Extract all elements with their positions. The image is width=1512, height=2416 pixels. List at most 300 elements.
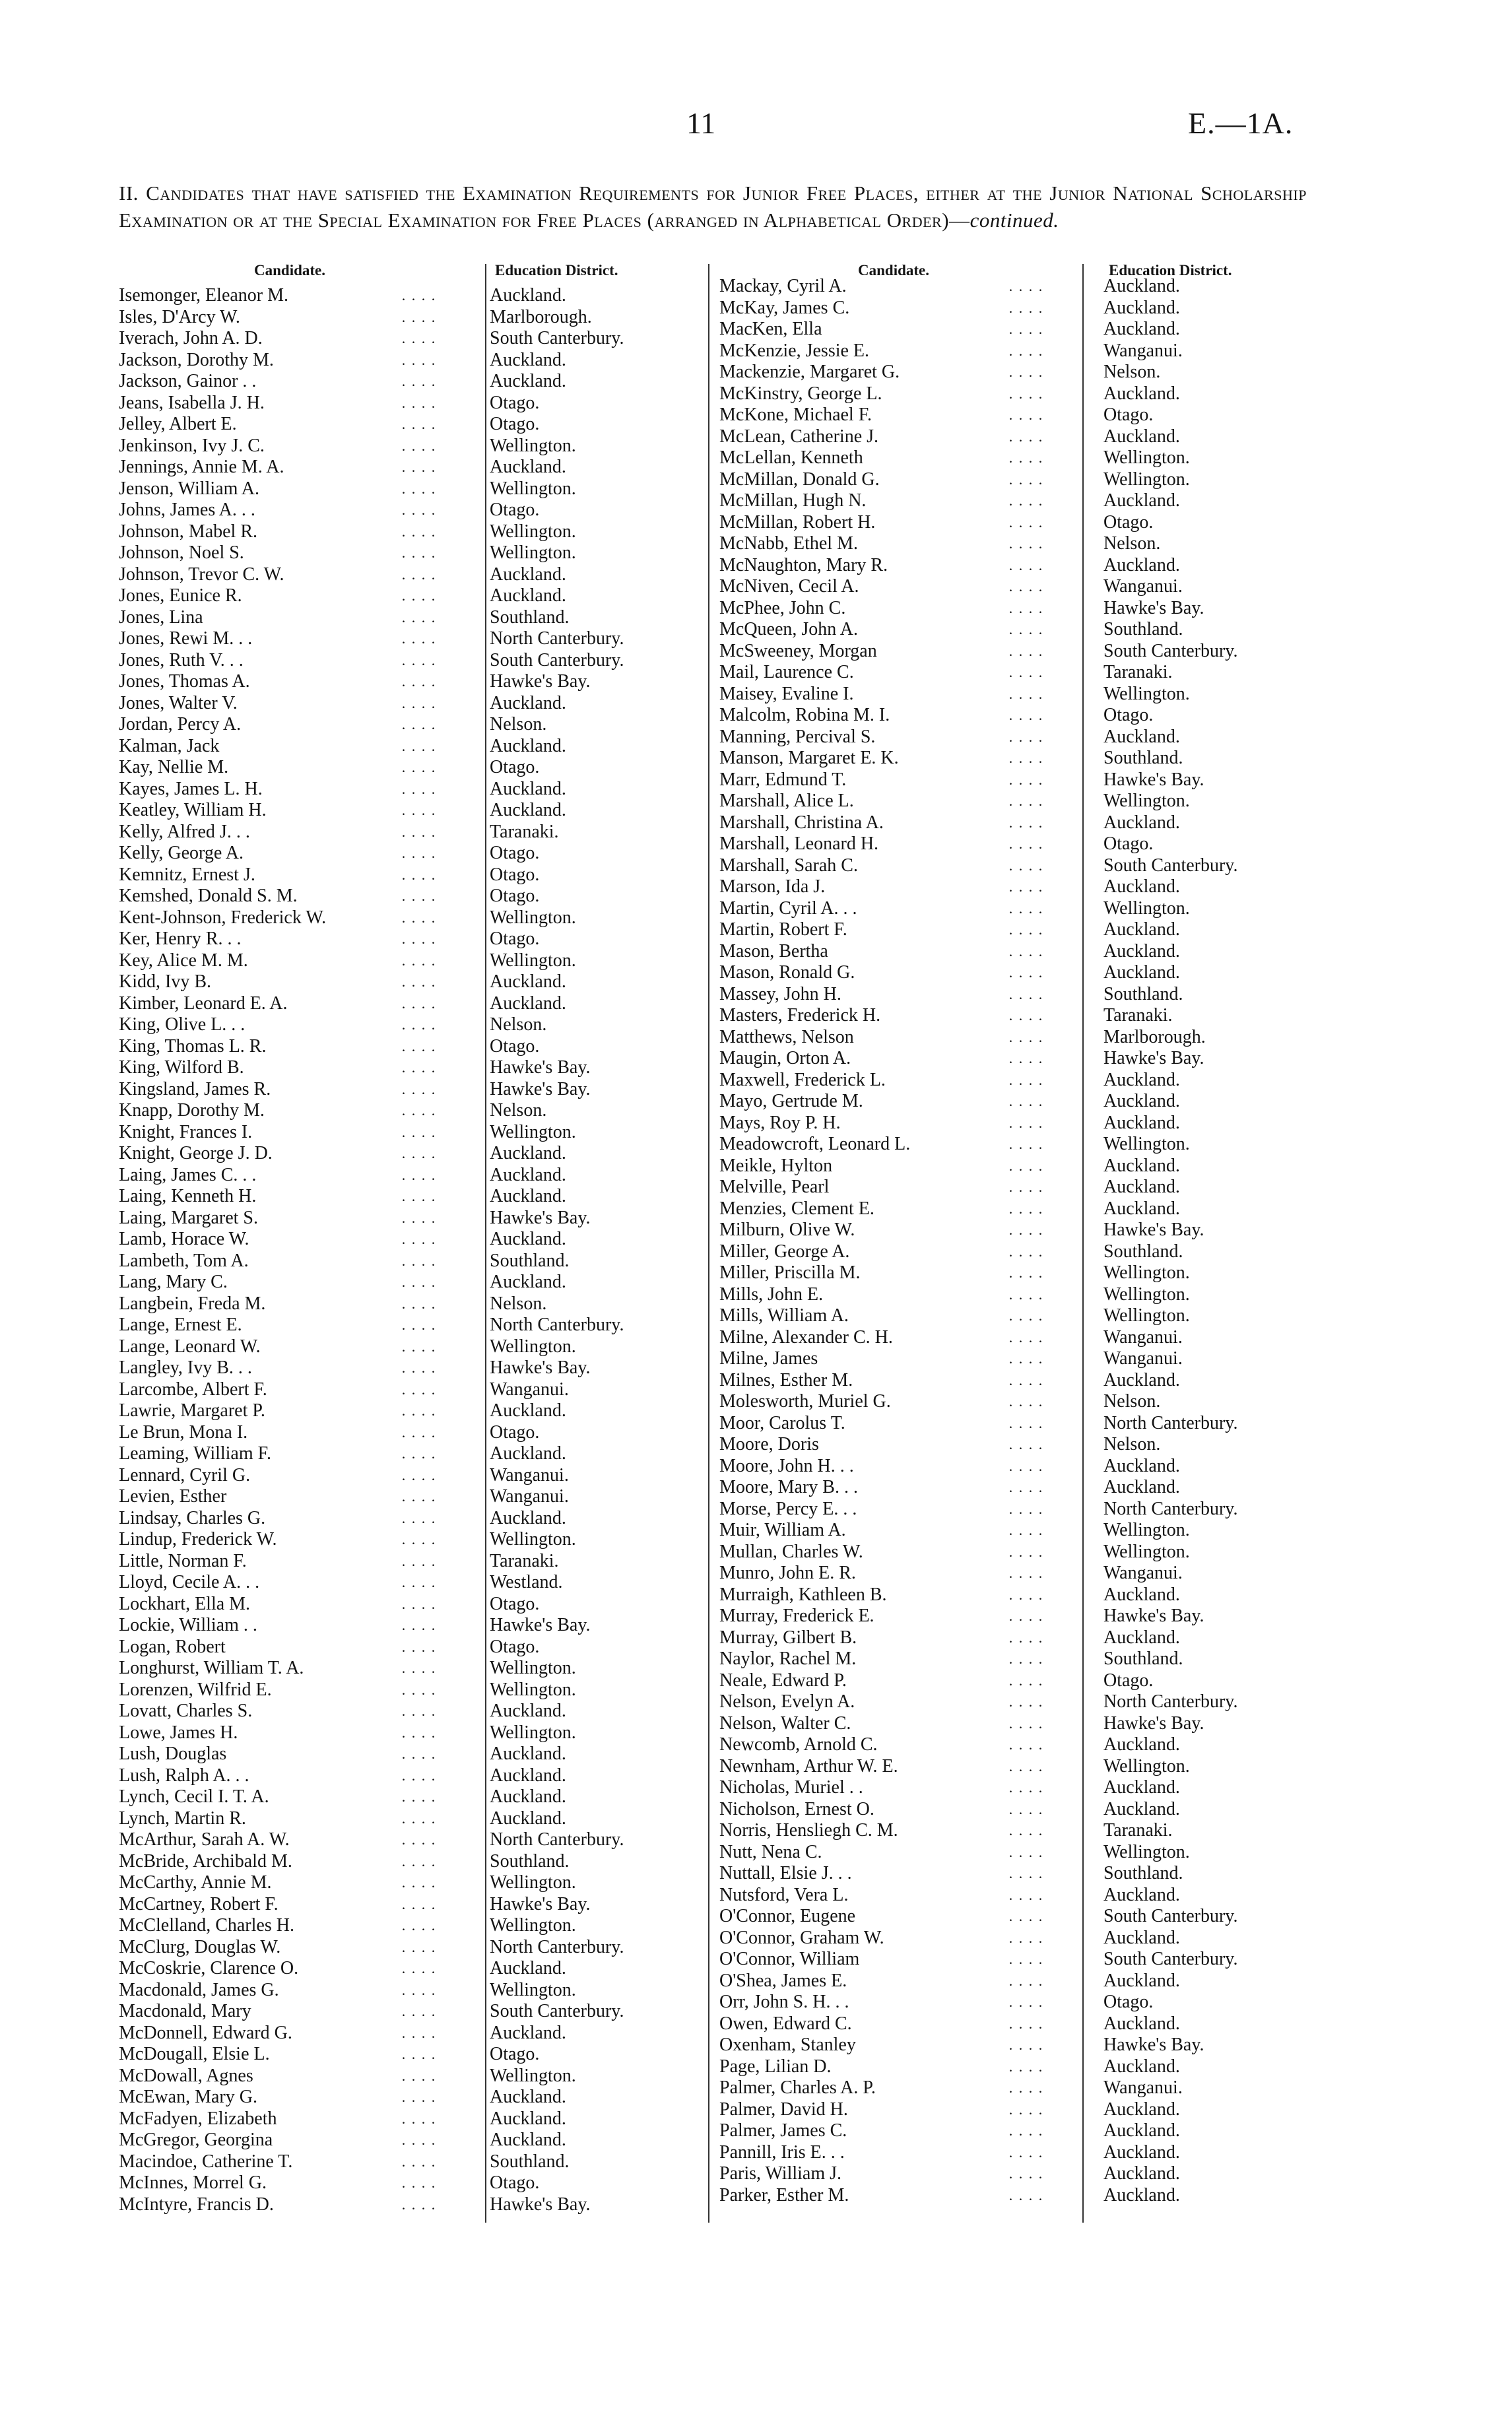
dot-leader: . . . . (401, 1102, 437, 1119)
dot-leader: . . . . (1008, 1843, 1044, 1860)
education-district: Westland. (490, 1572, 563, 1593)
candidate-name: Jackson, Gainor . . (119, 371, 257, 392)
table-row (119, 307, 696, 329)
education-district: South Canterbury. (490, 328, 624, 349)
education-district: Wellington. (490, 1979, 576, 2000)
candidate-name: Martin, Cyril A. . . (719, 898, 857, 919)
candidate-name: McKenzie, Jessie E. (719, 340, 870, 361)
dot-leader: . . . . (401, 1059, 437, 1076)
dot-leader: . . . . (401, 1660, 437, 1677)
dot-leader: . . . . (1008, 921, 1044, 938)
education-district: Wanganui. (1103, 340, 1183, 361)
table-row (719, 2120, 1300, 2142)
education-district: Auckland. (1103, 426, 1180, 447)
candidate-name: King, Thomas L. R. (119, 1035, 267, 1057)
dot-leader: . . . . (401, 716, 437, 733)
candidate-name: Laing, Kenneth H. (119, 1186, 257, 1207)
education-district: Taranaki. (490, 1550, 559, 1571)
table-row (719, 1413, 1300, 1435)
candidate-name: Milne, James (719, 1348, 818, 1369)
candidate-name: Meikle, Hylton (719, 1155, 833, 1176)
candidate-name: Milburn, Olive W. (719, 1220, 855, 1241)
dot-leader: . . . . (1008, 835, 1044, 853)
dot-leader: . . . . (1008, 513, 1044, 531)
education-district: Southland. (490, 1850, 570, 1872)
right-candidate-header: Candidate. (858, 262, 929, 278)
dot-leader: . . . . (401, 737, 437, 754)
dot-leader: . . . . (401, 909, 437, 926)
dot-leader: . . . . (1008, 1479, 1044, 1496)
candidate-name: Masters, Frederick H. (719, 1005, 881, 1026)
table-row (119, 1637, 696, 1658)
table-row (119, 1529, 696, 1551)
dot-leader: . . . . (401, 1252, 437, 1269)
candidate-name: Kidd, Ivy B. (119, 971, 211, 993)
candidate-name: Nelson, Walter C. (719, 1713, 851, 1734)
education-district: Auckland. (1103, 1069, 1180, 1090)
candidate-name: Moore, Doris (719, 1434, 819, 1455)
candidate-name: McSweeney, Morgan (719, 640, 877, 661)
dot-leader: . . . . (401, 780, 437, 797)
table-row (719, 2142, 1300, 2164)
candidate-name: Miller, George A. (719, 1241, 850, 1262)
dot-leader: . . . . (1008, 728, 1044, 745)
dot-leader: . . . . (1008, 2058, 1044, 2075)
candidate-name: Lambeth, Tom A. (119, 1250, 249, 1271)
candidate-name: Macindoe, Catherine T. (119, 2151, 293, 2172)
education-district: Southland. (490, 1250, 570, 1271)
education-district: Nelson. (490, 1293, 547, 1314)
table-row (719, 941, 1300, 963)
table-row (719, 1756, 1300, 1778)
table-row (719, 898, 1300, 920)
candidate-name: Jones, Rewi M. . . (119, 628, 253, 649)
center-divider (708, 264, 709, 2223)
education-district: Nelson. (1103, 1434, 1161, 1455)
education-district: Auckland. (1103, 1734, 1180, 1755)
candidate-name: Palmer, James C. (719, 2120, 847, 2141)
dot-leader: . . . . (401, 1617, 437, 1634)
dot-leader: . . . . (401, 351, 437, 368)
dot-leader: . . . . (1008, 407, 1044, 424)
candidate-name: Parker, Esther M. (719, 2184, 849, 2205)
dot-leader: . . . . (401, 1016, 437, 1033)
dot-leader: . . . . (401, 1746, 437, 1763)
table-row (719, 1584, 1300, 1606)
candidate-name: McKay, James C. (719, 297, 850, 318)
candidate-name: Ker, Henry R. . . (119, 929, 242, 950)
candidate-name: Jeans, Isabella J. H. (119, 392, 265, 413)
table-row (119, 478, 696, 500)
candidate-name: Marshall, Alice L. (719, 791, 854, 812)
candidate-name: Marshall, Christina A. (719, 812, 884, 833)
dot-leader: . . . . (1008, 1436, 1044, 1453)
dot-leader: . . . . (1008, 964, 1044, 981)
candidate-name: Massey, John H. (719, 983, 841, 1004)
table-row (719, 1456, 1300, 1478)
education-district: Southland. (1103, 1241, 1183, 1262)
table-row (719, 855, 1300, 877)
education-district: Nelson. (1103, 362, 1161, 383)
dot-leader: . . . . (1008, 1779, 1044, 1796)
education-district: Marlborough. (490, 306, 592, 327)
table-row (119, 2001, 696, 2023)
table-row (719, 1820, 1300, 1842)
candidate-name: Jones, Eunice R. (119, 585, 242, 606)
candidate-name: Nelson, Evelyn A. (719, 1691, 855, 1713)
dot-leader: . . . . (1008, 2079, 1044, 2097)
candidate-name: Laing, James C. . . (119, 1164, 257, 1185)
candidate-name: Palmer, Charles A. P. (719, 2077, 876, 2099)
education-district: Auckland. (1103, 1112, 1180, 1133)
candidate-name: Lang, Mary C. (119, 1272, 228, 1293)
dot-leader: . . . . (1008, 985, 1044, 1002)
candidate-name: Mullan, Charles W. (719, 1541, 863, 1562)
dot-leader: . . . . (1008, 878, 1044, 896)
candidate-name: Molesworth, Muriel G. (719, 1391, 891, 1412)
candidate-name: Nutsford, Vera L. (719, 1884, 849, 1905)
education-district: Auckland. (490, 1786, 566, 1808)
education-district: Wellington. (1103, 1134, 1190, 1155)
education-district: Auckland. (490, 585, 566, 606)
candidate-name: Laing, Margaret S. (119, 1207, 258, 1228)
dot-leader: . . . . (401, 480, 437, 497)
dot-leader: . . . . (1008, 1693, 1044, 1711)
dot-leader: . . . . (401, 1381, 437, 1398)
candidate-name: O'Connor, William (719, 1949, 860, 1970)
candidate-name: McFadyen, Elizabeth (119, 2108, 277, 2129)
dot-leader: . . . . (1008, 621, 1044, 638)
education-district: Wellington. (490, 542, 576, 564)
candidate-name: Isles, D'Arcy W. (119, 306, 240, 327)
table-row (719, 512, 1300, 534)
table-row (719, 1284, 1300, 1306)
candidate-name: Lockie, William . . (119, 1615, 257, 1636)
education-district: Auckland. (490, 1400, 566, 1421)
dot-leader: . . . . (1008, 1307, 1044, 1324)
table-row (119, 1722, 696, 1744)
table-row (119, 1208, 696, 1229)
dot-leader: . . . . (1008, 771, 1044, 788)
candidate-name: Malcolm, Robina M. I. (719, 705, 890, 726)
candidate-name: Lynch, Cecil I. T. A. (119, 1786, 269, 1808)
candidate-name: Muir, William A. (719, 1520, 846, 1541)
education-district: Auckland. (490, 800, 566, 821)
table-row (119, 500, 696, 521)
education-district: Otago. (490, 929, 540, 950)
dot-leader: . . . . (1008, 1007, 1044, 1024)
education-district: Wellington. (1103, 1755, 1190, 1777)
table-row (119, 393, 696, 414)
education-district: Auckland. (1103, 2013, 1180, 2034)
table-row (719, 1198, 1300, 1220)
dot-leader: . . . . (401, 1509, 437, 1526)
education-district: Auckland. (490, 371, 566, 392)
education-district: Wellington. (490, 1529, 576, 1550)
candidate-name: Lloyd, Cecile A. . . (119, 1572, 260, 1593)
candidate-name: Little, Norman F. (119, 1550, 247, 1571)
dot-leader: . . . . (1008, 707, 1044, 724)
table-row (119, 2044, 696, 2066)
education-district: Auckland. (490, 2022, 566, 2043)
candidate-name: Nuttall, Elsie J. . . (719, 1863, 852, 1884)
dot-leader: . . . . (401, 1123, 437, 1140)
education-district: Otago. (490, 1421, 540, 1443)
table-row (719, 555, 1300, 577)
dot-leader: . . . . (1008, 1071, 1044, 1088)
dot-leader: . . . . (401, 2046, 437, 2063)
dot-leader: . . . . (401, 1209, 437, 1226)
dot-leader: . . . . (1008, 1650, 1044, 1668)
dot-leader: . . . . (401, 1188, 437, 1205)
dot-leader: . . . . (401, 651, 437, 669)
table-row (119, 285, 696, 307)
candidate-name: Manning, Percival S. (719, 726, 876, 747)
table-row (719, 1842, 1300, 1864)
table-row (719, 298, 1300, 319)
education-district: Auckland. (490, 1272, 566, 1293)
candidate-name: King, Olive L. . . (119, 1014, 246, 1035)
candidate-name: McArthur, Sarah A. W. (119, 1829, 290, 1850)
table-row (719, 1949, 1300, 1971)
candidate-name: Maisey, Evaline I. (719, 683, 854, 704)
education-district: Otago. (490, 414, 540, 435)
dot-leader: . . . . (401, 2089, 437, 2106)
dot-leader: . . . . (1008, 1865, 1044, 1882)
education-district: Hawke's Bay. (1103, 2035, 1204, 2056)
dot-leader: . . . . (401, 1231, 437, 1248)
candidate-name: McClurg, Douglas W. (119, 1936, 281, 1957)
candidate-name: Meadowcroft, Leonard L. (719, 1134, 911, 1155)
candidate-name: Johnson, Mabel R. (119, 521, 257, 542)
candidate-name: Neale, Edward P. (719, 1670, 847, 1691)
table-row (719, 1799, 1300, 1821)
candidate-name: Kemshed, Donald S. M. (119, 886, 298, 907)
dot-leader: . . . . (1008, 1714, 1044, 1732)
table-row (719, 1713, 1300, 1735)
table-row (119, 736, 696, 758)
candidate-name: McMillan, Hugh N. (719, 490, 867, 511)
dot-leader: . . . . (401, 287, 437, 304)
dot-leader: . . . . (1008, 1543, 1044, 1560)
table-row (119, 1894, 696, 1916)
education-district: Wellington. (490, 907, 576, 928)
table-row (719, 319, 1300, 341)
candidate-name: Lush, Ralph A. . . (119, 1765, 249, 1786)
dot-leader: . . . . (1008, 1243, 1044, 1260)
candidate-name: Larcombe, Albert F. (119, 1379, 267, 1400)
table-row (119, 371, 696, 393)
table-row (719, 1627, 1300, 1649)
education-district: Otago. (1103, 1992, 1154, 2013)
table-row (719, 791, 1300, 812)
table-row (119, 671, 696, 693)
left-district-header: Education District. (495, 262, 618, 278)
table-row (719, 1499, 1300, 1520)
education-district: Auckland. (490, 1186, 566, 1207)
candidate-name: Matthews, Nelson (719, 1026, 854, 1047)
dot-leader: . . . . (1008, 449, 1044, 467)
table-row (719, 1777, 1300, 1799)
education-district: Wellington. (490, 521, 576, 542)
table-row (119, 2108, 696, 2130)
candidate-name: Jones, Ruth V. . . (119, 649, 244, 670)
education-district: Otago. (1103, 833, 1154, 855)
education-district: Hawke's Bay. (490, 1078, 591, 1099)
document-reference: E.—1A. (1188, 106, 1294, 140)
dot-leader: . . . . (401, 1960, 437, 1977)
candidate-name: Isemonger, Eleanor M. (119, 285, 289, 306)
candidate-name: McPhee, John C. (719, 597, 846, 618)
education-district: North Canterbury. (1103, 1498, 1238, 1519)
candidate-name: Johnson, Trevor C. W. (119, 564, 284, 585)
dot-leader: . . . . (1008, 2037, 1044, 2054)
dot-leader: . . . . (1008, 1414, 1044, 1431)
table-row (119, 971, 696, 993)
education-district: Auckland. (490, 2130, 566, 2151)
table-row (119, 1443, 696, 1465)
candidate-name: Murray, Frederick E. (719, 1606, 874, 1627)
candidate-name: Macdonald, James G. (119, 1979, 279, 2000)
dot-leader: . . . . (1008, 1929, 1044, 1946)
education-district: Otago. (490, 2172, 540, 2194)
dot-leader: . . . . (401, 888, 437, 905)
table-row (719, 619, 1300, 641)
education-district: Auckland. (490, 564, 566, 585)
dot-leader: . . . . (1008, 1028, 1044, 1045)
education-district: Otago. (490, 392, 540, 413)
dot-leader: . . . . (1008, 2186, 1044, 2204)
table-row (719, 1670, 1300, 1692)
dot-leader: . . . . (1008, 1200, 1044, 1217)
candidate-name: McNabb, Ethel M. (719, 533, 858, 554)
dot-leader: . . . . (1008, 1972, 1044, 1989)
education-district: Wellington. (1103, 683, 1190, 704)
education-district: Auckland. (490, 2087, 566, 2108)
table-row (119, 1486, 696, 1508)
dot-leader: . . . . (1008, 1522, 1044, 1539)
education-district: Wanganui. (1103, 2077, 1183, 2099)
table-row (119, 929, 696, 950)
dot-leader: . . . . (401, 587, 437, 604)
table-row (719, 1048, 1300, 1070)
education-district: Otago. (490, 843, 540, 864)
dot-leader: . . . . (1008, 535, 1044, 552)
dot-leader: . . . . (401, 952, 437, 969)
table-row (119, 1272, 696, 1293)
candidate-name: McCarthy, Annie M. (119, 1872, 272, 1893)
table-row (119, 350, 696, 372)
candidate-name: McDougall, Elsie L. (119, 2044, 270, 2065)
candidate-name: Page, Lilian D. (719, 2056, 832, 2077)
education-district: Auckland. (1103, 2120, 1180, 2141)
candidate-name: Menzies, Clement E. (719, 1198, 874, 1219)
education-district: Auckland. (490, 285, 566, 306)
education-district: Hawke's Bay. (490, 1893, 591, 1914)
candidate-name: McIntyre, Francis D. (119, 2194, 274, 2215)
page-number: 11 (686, 106, 716, 140)
table-row (119, 414, 696, 436)
table-row (119, 1915, 696, 1937)
dot-leader: . . . . (1008, 814, 1044, 831)
table-row (119, 328, 696, 350)
dot-leader: . . . . (401, 2132, 437, 2149)
dot-leader: . . . . (401, 973, 437, 991)
table-row (119, 1143, 696, 1165)
education-district: North Canterbury. (1103, 1691, 1238, 1713)
education-district: Otago. (490, 1035, 540, 1057)
dot-leader: . . . . (401, 2110, 437, 2127)
education-district: Otago. (490, 757, 540, 778)
candidate-name: Mayo, Gertrude M. (719, 1091, 863, 1112)
table-row (719, 876, 1300, 898)
education-district: Otago. (490, 1636, 540, 1657)
table-row (719, 1434, 1300, 1456)
dot-leader: . . . . (1008, 342, 1044, 359)
education-district: Wellington. (490, 1121, 576, 1142)
candidate-name: Lange, Leonard W. (119, 1336, 261, 1357)
education-district: Auckland. (490, 1164, 566, 1185)
education-district: Auckland. (1103, 490, 1180, 511)
dot-leader: . . . . (1008, 1371, 1044, 1388)
candidate-name: Palmer, David H. (719, 2099, 848, 2120)
dot-leader: . . . . (1008, 1264, 1044, 1282)
education-district: Auckland. (1103, 1155, 1180, 1176)
table-row (119, 585, 696, 607)
candidate-name: Longhurst, William T. A. (119, 1658, 304, 1679)
table-row (119, 1872, 696, 1894)
table-row (119, 1251, 696, 1272)
dot-leader: . . . . (1008, 556, 1044, 573)
candidate-name: Levien, Esther (119, 1486, 227, 1507)
education-district: Wellington. (1103, 1520, 1190, 1541)
education-district: Auckland. (1103, 2099, 1180, 2120)
candidate-name: Lamb, Horace W. (119, 1229, 249, 1250)
table-row (119, 1744, 696, 1765)
section-heading (119, 180, 1307, 234)
education-district: Hawke's Bay. (1103, 1048, 1204, 1069)
candidate-name: Knight, George J. D. (119, 1143, 273, 1164)
education-district: Auckland. (490, 2108, 566, 2129)
education-district: Hawke's Bay. (490, 1357, 591, 1379)
dot-leader: . . . . (401, 2196, 437, 2213)
education-district: Auckland. (1103, 276, 1180, 297)
candidate-name: Orr, John S. H. . . (719, 1992, 849, 2013)
table-row (119, 1765, 696, 1787)
table-row (119, 1829, 696, 1851)
candidate-name: Mackenzie, Margaret G. (719, 362, 900, 383)
table-row (719, 641, 1300, 663)
education-district: Auckland. (1103, 962, 1180, 983)
dot-leader: . . . . (401, 930, 437, 948)
dot-leader: . . . . (401, 2067, 437, 2084)
table-row (719, 684, 1300, 705)
education-district: Wanganui. (1103, 1326, 1183, 1348)
table-row (719, 984, 1300, 1006)
table-row (719, 1563, 1300, 1584)
table-row (719, 1091, 1300, 1113)
table-row (119, 2151, 696, 2173)
table-row (119, 1508, 696, 1530)
education-district: Auckland. (1103, 1369, 1180, 1390)
candidate-name: Johnson, Noel S. (119, 542, 244, 564)
dot-leader: . . . . (1008, 2143, 1044, 2161)
education-district: Wellington. (1103, 1284, 1190, 1305)
education-district: Wellington. (490, 950, 576, 971)
dot-leader: . . . . (1008, 1629, 1044, 1646)
candidate-name: Kelly, George A. (119, 843, 244, 864)
education-district: Nelson. (490, 1100, 547, 1121)
